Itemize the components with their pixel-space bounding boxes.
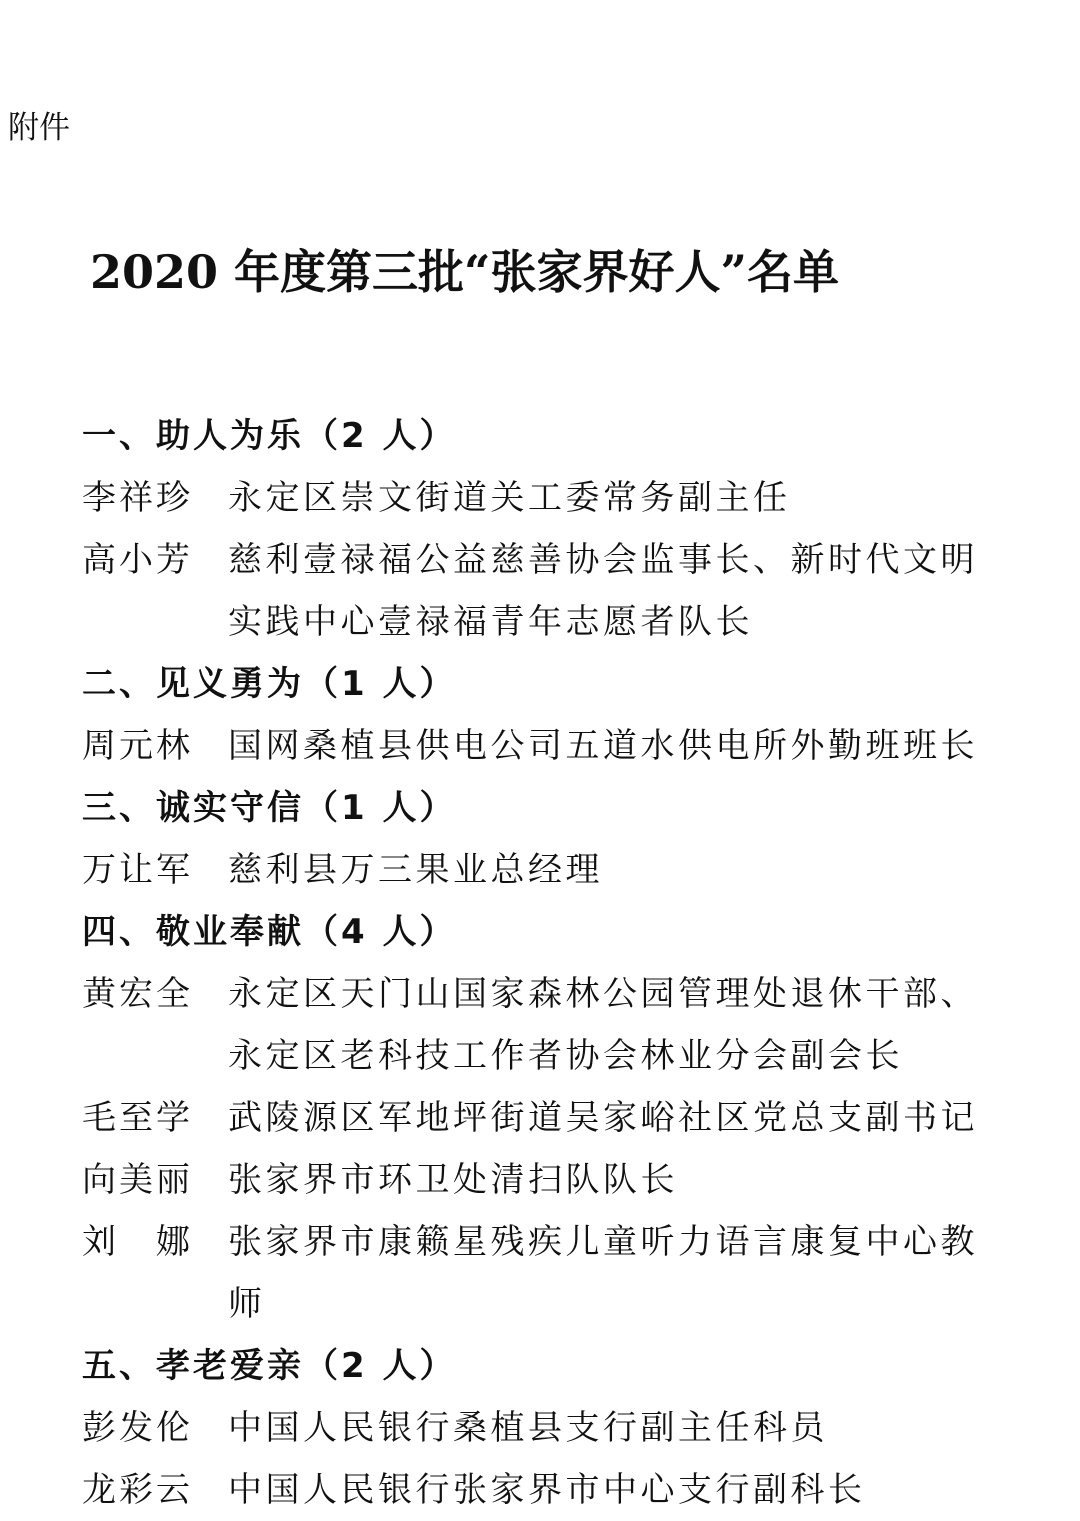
list-item	[82, 1087, 1002, 1149]
person-title: 中国人民银行张家界市中心支行副科长	[228, 1470, 866, 1510]
section-bravery	[82, 653, 1002, 777]
section-filial-piety	[82, 1335, 1002, 1521]
person-name: 李祥珍	[82, 478, 193, 518]
list-item	[82, 963, 1002, 1087]
person-name: 黄宏全	[82, 974, 193, 1014]
list-item	[82, 839, 1002, 901]
person-name: 彭发伦	[82, 1408, 193, 1448]
list-item	[82, 715, 1002, 777]
person-title: 张家界市康籁星残疾儿童听力语言康复中心教师	[228, 1222, 978, 1324]
person-name: 龙彩云	[82, 1470, 193, 1510]
person-title: 国网桑植县供电公司五道水供电所外勤班班长	[228, 726, 978, 766]
section-heading: 三、诚实守信（1 人）	[82, 788, 457, 828]
section-honesty	[82, 777, 1002, 901]
person-title: 张家界市环卫处清扫队队长	[228, 1160, 678, 1200]
person-name: 向美丽	[82, 1160, 193, 1200]
attachment-label: 附件	[8, 110, 70, 146]
person-name: 万让军	[82, 850, 193, 890]
person-title: 慈利县万三果业总经理	[228, 850, 603, 890]
name-list	[82, 405, 1002, 1521]
section-dedication	[82, 901, 1002, 1335]
section-heading: 一、助人为乐（2 人）	[82, 416, 457, 456]
person-title: 武陵源区军地坪街道吴家峪社区党总支副书记	[228, 1098, 978, 1138]
person-name: 高小芳	[82, 540, 193, 580]
person-name: 周元林	[82, 726, 193, 766]
person-name: 毛至学	[82, 1098, 193, 1138]
person-title: 慈利壹禄福公益慈善协会监事长、新时代文明实践中心壹禄福青年志愿者队长	[228, 540, 978, 642]
person-title: 永定区崇文街道关工委常务副主任	[228, 478, 791, 518]
section-heading: 四、敬业奉献（4 人）	[82, 912, 457, 952]
section-helping-others	[82, 405, 1002, 653]
list-item	[82, 467, 1002, 529]
section-heading: 五、孝老爱亲（2 人）	[82, 1346, 457, 1386]
section-heading: 二、见义勇为（1 人）	[82, 664, 457, 704]
document-title: 2020 年度第三批“张家界好人”名单	[90, 245, 839, 299]
person-name: 刘 娜	[82, 1222, 193, 1262]
list-item	[82, 1211, 1002, 1335]
person-title: 永定区天门山国家森林公园管理处退休干部、永定区老科技工作者协会林业分会副会长	[228, 974, 978, 1076]
list-item	[82, 1397, 1002, 1459]
person-title: 中国人民银行桑植县支行副主任科员	[228, 1408, 828, 1448]
list-item	[82, 1459, 1002, 1521]
list-item	[82, 1149, 1002, 1211]
list-item	[82, 529, 1002, 653]
